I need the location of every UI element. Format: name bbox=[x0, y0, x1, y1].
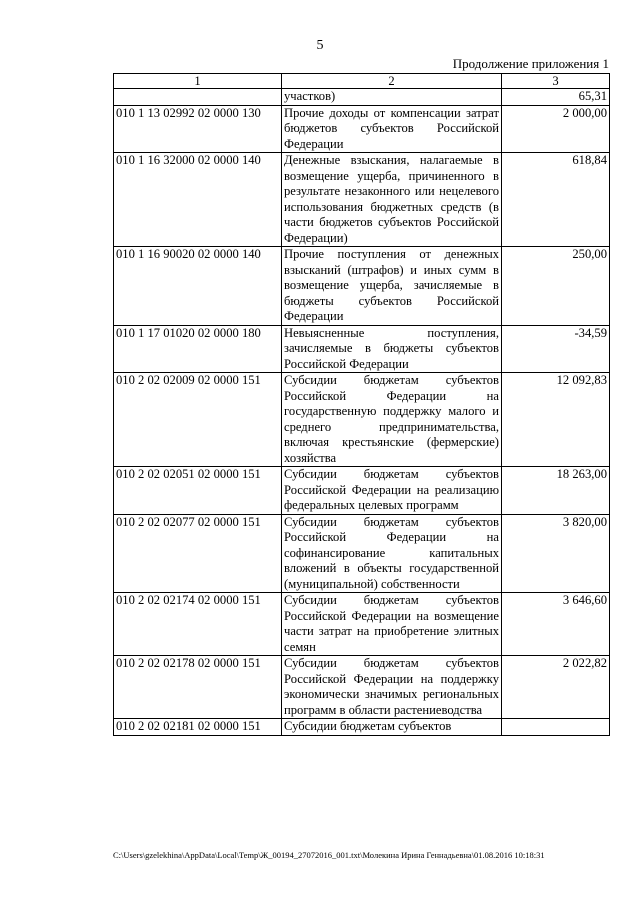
income-name: Субсидии бюджетам субъектов Российской Федерации на софинансирование капитальных вложений в объекты государственной (муниципальной) собственности bbox=[282, 514, 502, 593]
table-row bbox=[114, 719, 610, 736]
budget-code: 010 1 13 02992 02 0000 130 bbox=[114, 105, 282, 153]
income-name: Денежные взыскания, налагаемые в возмещение ущерба, причиненного в результате незаконного или нецелевого использования бюджетных средств (в части бюджетов субъектов Российской Федерации) bbox=[282, 153, 502, 247]
amount: 3 820,00 bbox=[502, 514, 610, 593]
column-header: 1 bbox=[114, 74, 282, 89]
table-row bbox=[114, 514, 610, 593]
amount: 250,00 bbox=[502, 247, 610, 326]
income-name: Невыясненные поступления, зачисляемые в бюджеты субъектов Российской Федерации bbox=[282, 325, 502, 373]
budget-table bbox=[113, 73, 610, 736]
income-name: Субсидии бюджетам субъектов Российской Федерации на реализацию федеральных целевых программ bbox=[282, 467, 502, 515]
budget-code: 010 2 02 02009 02 0000 151 bbox=[114, 373, 282, 467]
budget-code: 010 1 16 32000 02 0000 140 bbox=[114, 153, 282, 247]
income-name: Субсидии бюджетам субъектов Российской Федерации на возмещение части затрат на приобретение элитных семян bbox=[282, 593, 502, 656]
amount: 3 646,60 bbox=[502, 593, 610, 656]
income-name: Прочие поступления от денежных взысканий (штрафов) и иных сумм в возмещение ущерба, зачисляемые в бюджеты субъектов Российской Федерации bbox=[282, 247, 502, 326]
amount: 2 022,82 bbox=[502, 656, 610, 719]
table-row bbox=[114, 153, 610, 247]
amount: -34,59 bbox=[502, 325, 610, 373]
budget-code bbox=[114, 89, 282, 106]
table-row bbox=[114, 373, 610, 467]
table-row bbox=[114, 467, 610, 515]
amount: 12 092,83 bbox=[502, 373, 610, 467]
income-name: Субсидии бюджетам субъектов bbox=[282, 719, 502, 736]
table-row bbox=[114, 89, 610, 106]
amount: 65,31 bbox=[502, 89, 610, 106]
amount: 2 000,00 bbox=[502, 105, 610, 153]
income-name: участков) bbox=[282, 89, 502, 106]
amount: 618,84 bbox=[502, 153, 610, 247]
budget-code: 010 1 16 90020 02 0000 140 bbox=[114, 247, 282, 326]
table-row bbox=[114, 593, 610, 656]
table-row bbox=[114, 105, 610, 153]
income-name: Прочие доходы от компенсации затрат бюджетов субъектов Российской Федерации bbox=[282, 105, 502, 153]
budget-code: 010 2 02 02181 02 0000 151 bbox=[114, 719, 282, 736]
table-row bbox=[114, 656, 610, 719]
table-header-row bbox=[114, 74, 610, 89]
budget-code: 010 2 02 02077 02 0000 151 bbox=[114, 514, 282, 593]
table-row bbox=[114, 247, 610, 326]
page-number: 5 bbox=[316, 38, 324, 53]
table-row bbox=[114, 325, 610, 373]
income-name: Субсидии бюджетам субъектов Российской Федерации на поддержку экономически значимых региональных программ в области растениеводства bbox=[282, 656, 502, 719]
column-header: 3 bbox=[502, 74, 610, 89]
amount bbox=[502, 719, 610, 736]
column-header: 2 bbox=[282, 74, 502, 89]
budget-code: 010 2 02 02051 02 0000 151 bbox=[114, 467, 282, 515]
continuation-caption: Продолжение приложения 1 bbox=[452, 56, 609, 71]
income-name: Субсидии бюджетам субъектов Российской Федерации на государственную поддержку малого и среднего предпринимательства, включая крестьянские (фермерские) хозяйства bbox=[282, 373, 502, 467]
budget-code: 010 2 02 02178 02 0000 151 bbox=[114, 656, 282, 719]
footer-file-path: C:\Users\gzelekhina\AppData\Local\Temp\Ж_00194_27072016_001.txt\Молекина Ирина Геннадьевна\01.08.2016 10:18:31 bbox=[113, 850, 545, 860]
table-body bbox=[114, 89, 610, 736]
amount: 18 263,00 bbox=[502, 467, 610, 515]
budget-code: 010 2 02 02174 02 0000 151 bbox=[114, 593, 282, 656]
budget-code: 010 1 17 01020 02 0000 180 bbox=[114, 325, 282, 373]
